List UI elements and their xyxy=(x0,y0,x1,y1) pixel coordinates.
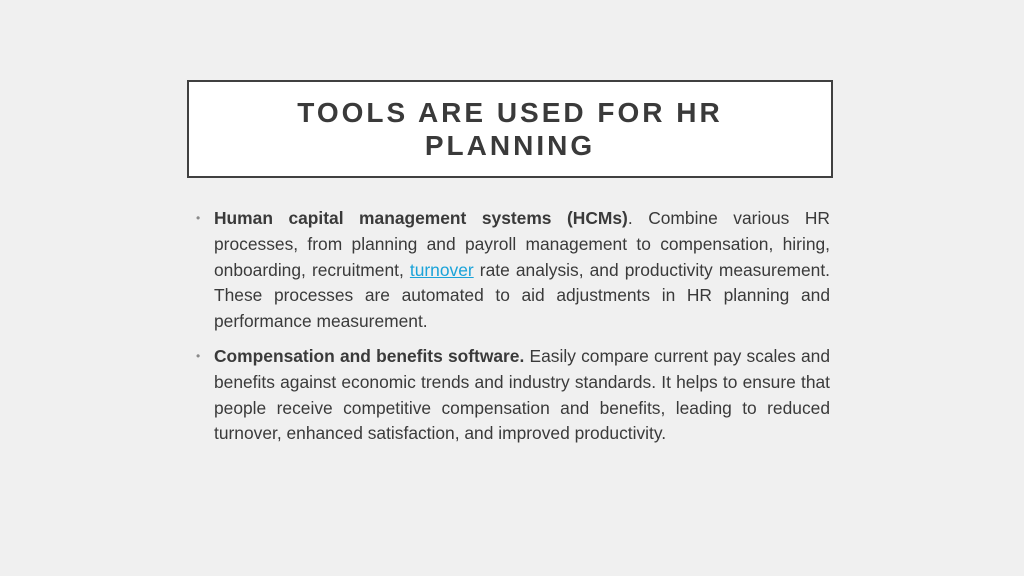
turnover-link[interactable]: turnover xyxy=(409,259,474,280)
compensation-text: Easily compare current pay scales and benefits against economic trends and industry standards. It helps to ensure that people receive competitive compensation and benefits, leading to reduced turnover, enhanced satisfaction, and improved productivity. xyxy=(214,345,831,444)
bullet-compensation xyxy=(196,344,830,447)
hcm-heading: Human capital management systems (HCMs) xyxy=(214,208,628,228)
bullet-dot-icon: • xyxy=(196,211,201,225)
title-box xyxy=(187,80,833,178)
bullet-dot-icon: • xyxy=(196,348,201,363)
slide-title: TOOLS ARE USED FOR HR PLANNING xyxy=(297,97,723,161)
hcm-text-after-link: rate analysis, and productivity measurement. These processes are automated to aid adjustments in HR planning and performance measurement. xyxy=(214,259,830,332)
bullet-hcm xyxy=(196,206,830,335)
hcm-text-before-link: . Combine various HR processes, from planning and payroll management to compensation, hiring, onboarding, recruitment, xyxy=(214,208,830,280)
compensation-heading: Compensation and benefits software. xyxy=(214,345,525,366)
slide-content xyxy=(196,206,830,456)
